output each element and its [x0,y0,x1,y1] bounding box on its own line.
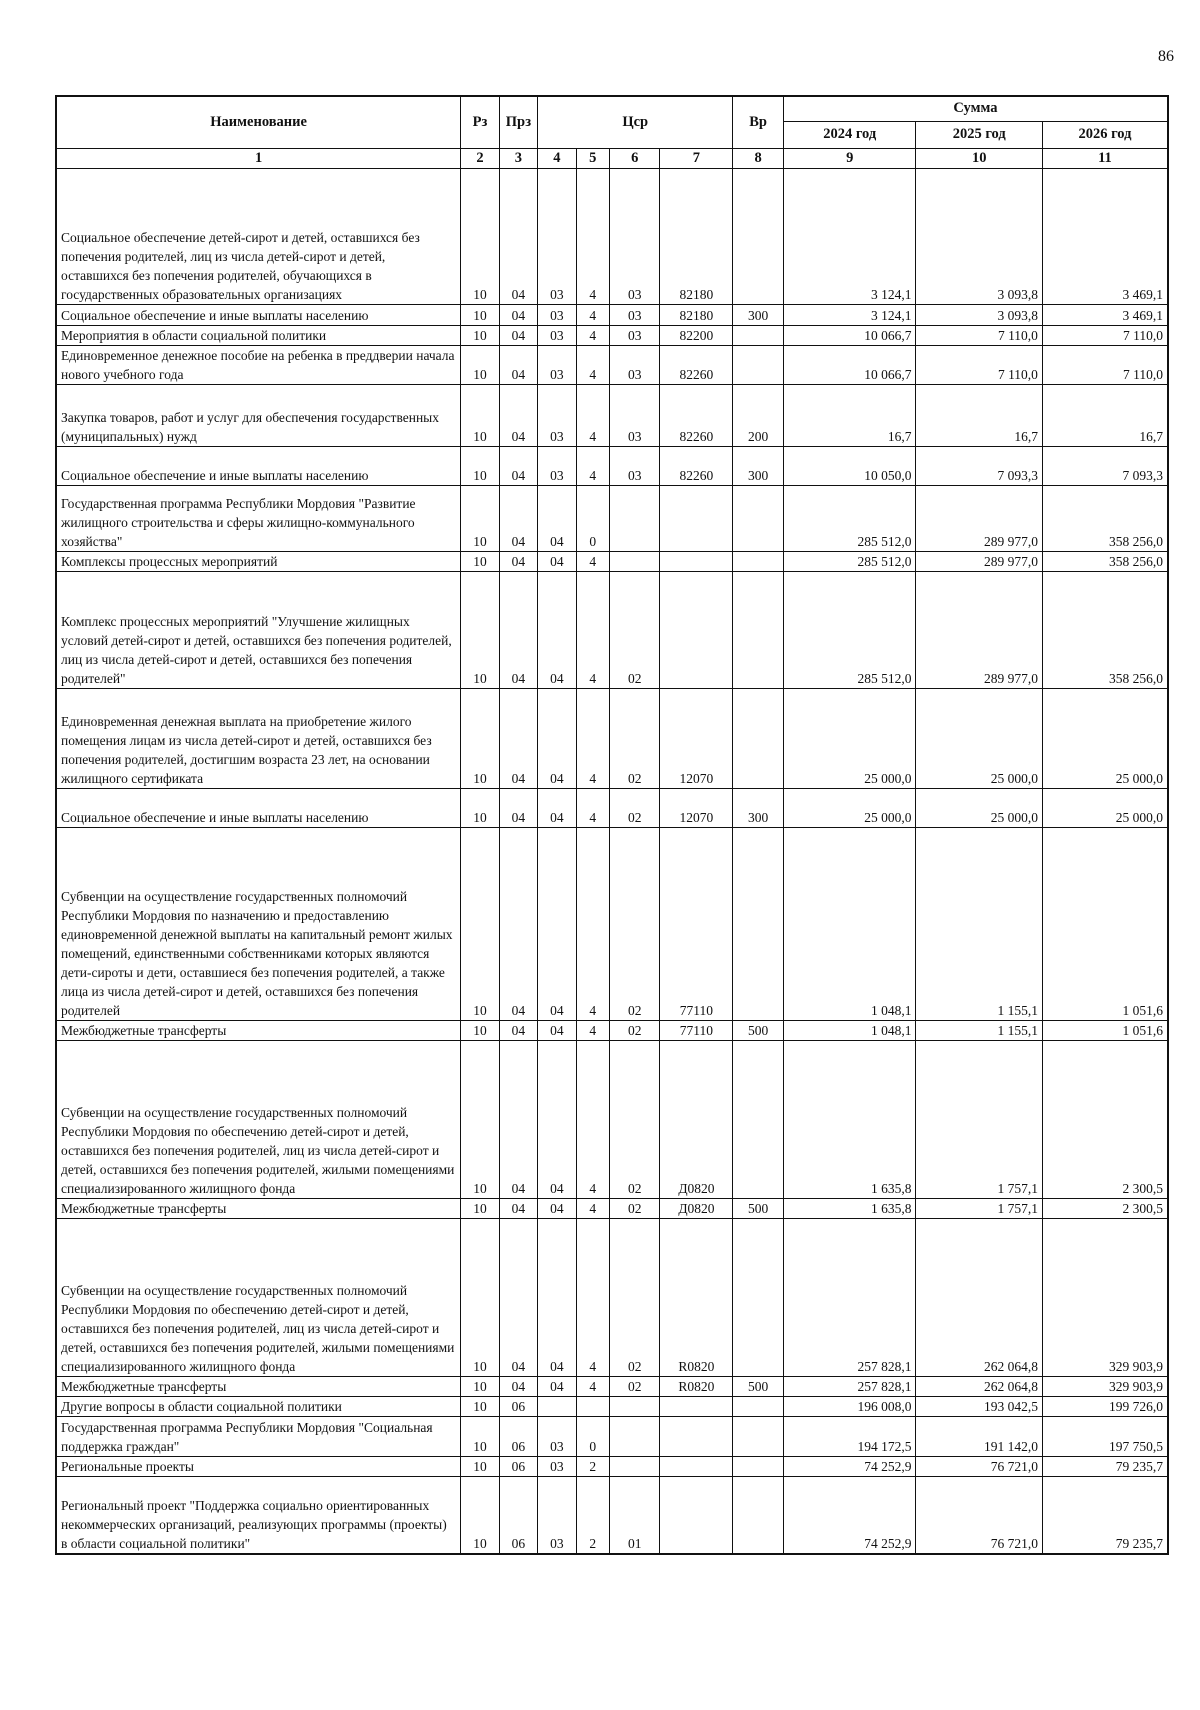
column-number: 1 [56,148,461,168]
row-csr-program: 04 [538,1218,576,1376]
row-rz: 10 [461,1396,499,1416]
row-csr-type: 4 [576,304,609,325]
row-csr-type: 4 [576,446,609,485]
row-prz: 04 [499,827,537,1020]
row-name: Закупка товаров, работ и услуг для обеспечения государственных (муниципальных) нужд [56,384,461,446]
row-prz: 04 [499,1218,537,1376]
column-number: 7 [660,148,733,168]
column-number: 5 [576,148,609,168]
row-prz: 04 [499,345,537,384]
row-csr-structure: 02 [609,1218,660,1376]
row-csr-type: 4 [576,688,609,788]
row-vr [733,571,784,688]
table-row [56,1456,1168,1476]
header-csr: Цср [538,96,733,148]
header-name: Наименование [56,96,461,148]
table-row [56,1396,1168,1416]
row-csr-program: 04 [538,827,576,1020]
row-sum-2026: 79 235,7 [1042,1456,1168,1476]
row-csr-type: 4 [576,1376,609,1396]
table-row [56,384,1168,446]
row-sum-2026: 197 750,5 [1042,1416,1168,1456]
row-sum-2025: 3 093,8 [916,304,1042,325]
row-vr: 300 [733,304,784,325]
column-number-row [56,148,1168,168]
row-name: Региональные проекты [56,1456,461,1476]
table-row [56,1376,1168,1396]
row-rz: 10 [461,1476,499,1554]
column-number: 8 [733,148,784,168]
row-sum-2024: 10 066,7 [783,325,916,345]
row-csr-type: 4 [576,1020,609,1040]
row-prz: 06 [499,1476,537,1554]
row-csr-structure: 03 [609,345,660,384]
row-name: Государственная программа Республики Мордовия "Развитие жилищного строительства и сферы жилищно-коммунального хозяйства" [56,485,461,551]
table-row [56,827,1168,1020]
row-sum-2024: 257 828,1 [783,1376,916,1396]
row-vr: 500 [733,1198,784,1218]
row-csr-structure: 02 [609,1198,660,1218]
row-csr-type: 2 [576,1456,609,1476]
column-number: 10 [916,148,1042,168]
row-sum-2024: 74 252,9 [783,1476,916,1554]
row-sum-2024: 285 512,0 [783,485,916,551]
row-sum-2025: 3 093,8 [916,168,1042,304]
row-csr-structure: 02 [609,827,660,1020]
row-name: Социальное обеспечение и иные выплаты населению [56,446,461,485]
row-sum-2024: 257 828,1 [783,1218,916,1376]
column-number: 6 [609,148,660,168]
row-csr-program: 04 [538,788,576,827]
row-prz: 04 [499,788,537,827]
table-row [56,345,1168,384]
row-csr-structure: 02 [609,571,660,688]
page-number: 86 [1158,48,1174,65]
row-sum-2024: 1 635,8 [783,1040,916,1198]
row-csr-type: 4 [576,325,609,345]
row-csr-program: 04 [538,551,576,571]
row-csr-type: 0 [576,1416,609,1456]
row-sum-2026: 16,7 [1042,384,1168,446]
row-vr: 500 [733,1020,784,1040]
table-row [56,688,1168,788]
row-csr-structure: 03 [609,168,660,304]
table-row [56,485,1168,551]
row-csr-structure [609,1396,660,1416]
row-sum-2025: 1 155,1 [916,827,1042,1020]
row-csr-program [538,1396,576,1416]
row-csr-direction: 82200 [660,325,733,345]
row-vr [733,1218,784,1376]
row-sum-2026: 25 000,0 [1042,788,1168,827]
row-csr-structure: 03 [609,446,660,485]
row-csr-program: 03 [538,168,576,304]
budget-table [55,95,1169,1555]
row-vr [733,1476,784,1554]
row-sum-2026: 358 256,0 [1042,551,1168,571]
row-csr-structure: 03 [609,304,660,325]
row-sum-2026: 1 051,6 [1042,827,1168,1020]
row-prz: 04 [499,384,537,446]
header-vr: Вр [733,96,784,148]
row-prz: 04 [499,1020,537,1040]
row-sum-2026: 3 469,1 [1042,168,1168,304]
row-csr-program: 04 [538,571,576,688]
row-name: Межбюджетные трансферты [56,1376,461,1396]
header-year-2026: 2026 год [1042,121,1168,148]
row-name: Субвенции на осуществление государственных полномочий Республики Мордовия по обеспечению детей-сирот и детей, оставшихся без попечения родителей, лиц из числа детей-сирот и детей, оставшихся без попечения родителей, жилыми помещениями специализированного жилищного фонда [56,1218,461,1376]
row-csr-program: 04 [538,1198,576,1218]
row-sum-2025: 76 721,0 [916,1476,1042,1554]
row-sum-2026: 3 469,1 [1042,304,1168,325]
row-csr-direction [660,485,733,551]
row-prz: 04 [499,688,537,788]
row-sum-2026: 79 235,7 [1042,1476,1168,1554]
row-sum-2025: 7 110,0 [916,345,1042,384]
row-vr [733,551,784,571]
row-sum-2026: 2 300,5 [1042,1198,1168,1218]
row-csr-type [576,1396,609,1416]
row-sum-2026: 7 093,3 [1042,446,1168,485]
row-csr-direction [660,551,733,571]
row-vr [733,1416,784,1456]
row-sum-2025: 262 064,8 [916,1376,1042,1396]
row-prz: 04 [499,1198,537,1218]
row-csr-program: 03 [538,325,576,345]
row-sum-2026: 358 256,0 [1042,571,1168,688]
table-row [56,168,1168,304]
row-vr [733,485,784,551]
row-csr-program: 03 [538,446,576,485]
row-vr [733,1456,784,1476]
row-name: Государственная программа Республики Мордовия "Социальная поддержка граждан" [56,1416,461,1456]
column-number: 2 [461,148,499,168]
row-csr-direction [660,1396,733,1416]
row-name: Единовременное денежное пособие на ребенка в преддверии начала нового учебного года [56,345,461,384]
row-sum-2024: 74 252,9 [783,1456,916,1476]
row-csr-structure [609,485,660,551]
row-csr-program: 03 [538,384,576,446]
row-csr-structure: 02 [609,1040,660,1198]
row-csr-type: 4 [576,788,609,827]
row-sum-2024: 285 512,0 [783,571,916,688]
row-sum-2025: 191 142,0 [916,1416,1042,1456]
row-prz: 04 [499,325,537,345]
row-rz: 10 [461,1020,499,1040]
row-name: Другие вопросы в области социальной политики [56,1396,461,1416]
row-sum-2024: 3 124,1 [783,168,916,304]
row-csr-program: 03 [538,345,576,384]
row-sum-2024: 1 048,1 [783,1020,916,1040]
row-sum-2025: 16,7 [916,384,1042,446]
row-name: Мероприятия в области социальной политики [56,325,461,345]
table-row [56,1218,1168,1376]
row-csr-program: 03 [538,1416,576,1456]
row-csr-direction: Д0820 [660,1040,733,1198]
row-prz: 04 [499,551,537,571]
row-csr-direction: R0820 [660,1376,733,1396]
row-csr-program: 03 [538,304,576,325]
row-rz: 10 [461,827,499,1020]
row-csr-type: 4 [576,827,609,1020]
row-sum-2025: 25 000,0 [916,688,1042,788]
row-sum-2025: 1 757,1 [916,1198,1042,1218]
row-csr-program: 04 [538,1020,576,1040]
table-row [56,446,1168,485]
header-year-2024: 2024 год [783,121,916,148]
table-row [56,325,1168,345]
row-rz: 10 [461,446,499,485]
row-csr-structure: 02 [609,1020,660,1040]
row-prz: 04 [499,485,537,551]
row-csr-type: 4 [576,1218,609,1376]
table-row [56,788,1168,827]
row-sum-2025: 7 110,0 [916,325,1042,345]
header-rz: Рз [461,96,499,148]
row-sum-2026: 1 051,6 [1042,1020,1168,1040]
row-sum-2026: 25 000,0 [1042,688,1168,788]
table-row [56,571,1168,688]
row-csr-structure: 02 [609,1376,660,1396]
row-rz: 10 [461,688,499,788]
row-csr-type: 4 [576,345,609,384]
row-csr-type: 4 [576,384,609,446]
row-csr-type: 4 [576,1198,609,1218]
row-name: Социальное обеспечение и иные выплаты населению [56,304,461,325]
row-rz: 10 [461,1218,499,1376]
row-name: Субвенции на осуществление государственных полномочий Республики Мордовия по назначению и предоставлению единовременной денежной выплаты на капитальный ремонт жилых помещений, единственными собственниками которых являются дети-сироты и дети, оставшиеся без попечения родителей, а также лица из числа детей-сирот и детей, оставшихся без попечения родителей [56,827,461,1020]
table-row [56,1198,1168,1218]
row-csr-type: 4 [576,168,609,304]
row-sum-2025: 289 977,0 [916,485,1042,551]
row-rz: 10 [461,304,499,325]
row-sum-2025: 289 977,0 [916,551,1042,571]
column-number: 3 [499,148,537,168]
table-row [56,1476,1168,1554]
table-row [56,551,1168,571]
row-name: Региональный проект "Поддержка социально ориентированных некоммерческих организаций, реализующих программы (проекты) в области социальной политики" [56,1476,461,1554]
row-sum-2026: 7 110,0 [1042,345,1168,384]
table-row [56,1040,1168,1198]
row-csr-direction: 12070 [660,788,733,827]
row-csr-structure [609,1456,660,1476]
row-sum-2025: 76 721,0 [916,1456,1042,1476]
table-row [56,1020,1168,1040]
row-rz: 10 [461,788,499,827]
row-sum-2025: 25 000,0 [916,788,1042,827]
row-prz: 06 [499,1416,537,1456]
header-sum: Сумма [783,96,1168,121]
row-prz: 04 [499,1376,537,1396]
row-csr-program: 03 [538,1476,576,1554]
row-csr-direction: 77110 [660,1020,733,1040]
row-vr: 200 [733,384,784,446]
row-prz: 04 [499,571,537,688]
row-csr-direction: 82180 [660,168,733,304]
row-sum-2024: 1 048,1 [783,827,916,1020]
row-sum-2026: 358 256,0 [1042,485,1168,551]
row-csr-direction: Д0820 [660,1198,733,1218]
row-prz: 04 [499,168,537,304]
column-number: 9 [783,148,916,168]
row-sum-2024: 10 066,7 [783,345,916,384]
row-vr [733,1396,784,1416]
row-csr-direction: 82260 [660,446,733,485]
row-csr-structure: 03 [609,325,660,345]
row-csr-direction: 82260 [660,345,733,384]
row-sum-2026: 329 903,9 [1042,1376,1168,1396]
row-csr-program: 03 [538,1456,576,1476]
row-sum-2024: 194 172,5 [783,1416,916,1456]
row-vr [733,1040,784,1198]
row-prz: 04 [499,304,537,325]
row-csr-structure: 03 [609,384,660,446]
row-rz: 10 [461,571,499,688]
row-rz: 10 [461,384,499,446]
row-sum-2026: 7 110,0 [1042,325,1168,345]
row-csr-direction [660,571,733,688]
row-csr-direction: 82260 [660,384,733,446]
column-number: 4 [538,148,576,168]
row-prz: 04 [499,446,537,485]
row-vr [733,325,784,345]
header-year-2025: 2025 год [916,121,1042,148]
column-number: 11 [1042,148,1168,168]
row-csr-type: 4 [576,1040,609,1198]
row-prz: 04 [499,1040,537,1198]
row-prz: 06 [499,1456,537,1476]
row-rz: 10 [461,325,499,345]
row-csr-direction: R0820 [660,1218,733,1376]
row-csr-type: 0 [576,485,609,551]
row-vr [733,688,784,788]
row-vr [733,345,784,384]
row-sum-2025: 193 042,5 [916,1396,1042,1416]
row-csr-direction: 12070 [660,688,733,788]
row-name: Комплекс процессных мероприятий "Улучшение жилищных условий детей-сирот и детей, оставшихся без попечения родителей, лиц из числа детей-сирот и детей, оставшихся без попечения родителей" [56,571,461,688]
row-vr [733,168,784,304]
row-rz: 10 [461,1456,499,1476]
row-csr-type: 2 [576,1476,609,1554]
row-name: Межбюджетные трансферты [56,1198,461,1218]
row-csr-type: 4 [576,551,609,571]
row-sum-2024: 16,7 [783,384,916,446]
row-sum-2025: 262 064,8 [916,1218,1042,1376]
row-csr-program: 04 [538,485,576,551]
row-csr-program: 04 [538,1040,576,1198]
row-sum-2024: 3 124,1 [783,304,916,325]
row-rz: 10 [461,168,499,304]
row-csr-structure: 01 [609,1476,660,1554]
row-prz: 06 [499,1396,537,1416]
row-name: Субвенции на осуществление государственных полномочий Республики Мордовия по обеспечению детей-сирот и детей, оставшихся без попечения родителей, лиц из числа детей-сирот и детей, оставшихся без попечения родителей, жилыми помещениями специализированного жилищного фонда [56,1040,461,1198]
row-sum-2024: 1 635,8 [783,1198,916,1218]
header-prz: Прз [499,96,537,148]
row-vr [733,827,784,1020]
row-csr-structure: 02 [609,788,660,827]
table-row [56,304,1168,325]
row-csr-direction [660,1416,733,1456]
row-rz: 10 [461,1040,499,1198]
row-sum-2025: 289 977,0 [916,571,1042,688]
row-sum-2024: 25 000,0 [783,688,916,788]
row-csr-program: 04 [538,688,576,788]
row-rz: 10 [461,485,499,551]
row-sum-2024: 196 008,0 [783,1396,916,1416]
row-csr-type: 4 [576,571,609,688]
row-sum-2024: 25 000,0 [783,788,916,827]
row-csr-direction: 77110 [660,827,733,1020]
row-csr-structure: 02 [609,688,660,788]
table-row [56,1416,1168,1456]
row-csr-structure [609,1416,660,1456]
row-csr-direction [660,1476,733,1554]
row-vr: 500 [733,1376,784,1396]
row-name: Социальное обеспечение детей-сирот и детей, оставшихся без попечения родителей, лиц из числа детей-сирот и детей, оставшихся без попечения родителей, обучающихся в государственных образовательных организациях [56,168,461,304]
row-rz: 10 [461,1198,499,1218]
row-name: Социальное обеспечение и иные выплаты населению [56,788,461,827]
row-csr-direction: 82180 [660,304,733,325]
row-sum-2025: 1 757,1 [916,1040,1042,1198]
row-csr-structure [609,551,660,571]
row-sum-2026: 329 903,9 [1042,1218,1168,1376]
row-name: Единовременная денежная выплата на приобретение жилого помещения лицам из числа детей-сирот и детей, оставшихся без попечения родителей, достигшим возраста 23 лет, на основании жилищного сертификата [56,688,461,788]
row-sum-2026: 199 726,0 [1042,1396,1168,1416]
row-sum-2025: 7 093,3 [916,446,1042,485]
row-sum-2026: 2 300,5 [1042,1040,1168,1198]
row-rz: 10 [461,551,499,571]
row-rz: 10 [461,1416,499,1456]
row-sum-2024: 285 512,0 [783,551,916,571]
row-sum-2025: 1 155,1 [916,1020,1042,1040]
row-vr: 300 [733,788,784,827]
row-csr-program: 04 [538,1376,576,1396]
row-name: Межбюджетные трансферты [56,1020,461,1040]
row-csr-direction [660,1456,733,1476]
row-sum-2024: 10 050,0 [783,446,916,485]
row-vr: 300 [733,446,784,485]
row-rz: 10 [461,1376,499,1396]
row-name: Комплексы процессных мероприятий [56,551,461,571]
row-rz: 10 [461,345,499,384]
